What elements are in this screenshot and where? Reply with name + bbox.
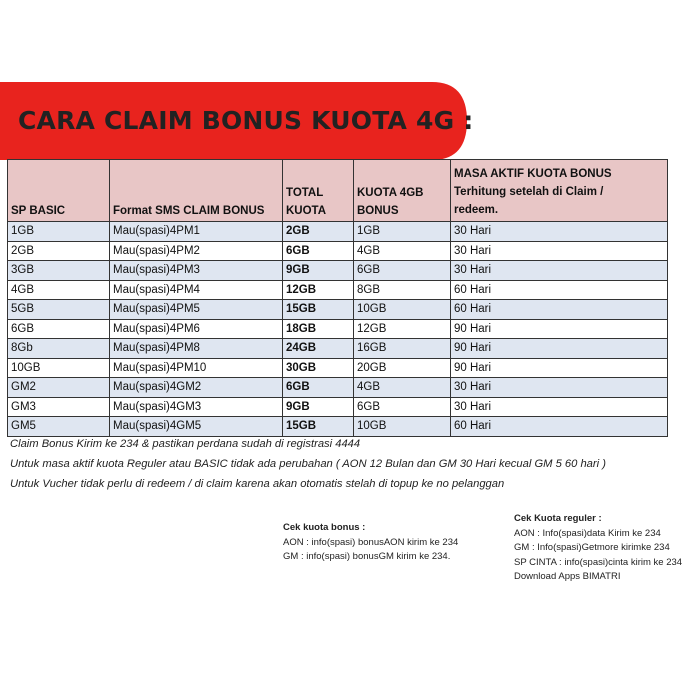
- cell-kuota-bonus: 4GB: [354, 378, 451, 398]
- table-row: [8, 319, 668, 339]
- cell-total-kuota: 15GB: [283, 417, 354, 437]
- cell-sp-basic: 2GB: [8, 241, 110, 261]
- header-sp-basic: SP BASIC: [8, 160, 110, 222]
- table-body: [8, 222, 668, 437]
- cell-format-sms: Mau(spasi)4GM3: [110, 397, 283, 417]
- header-total-kuota: TOTAL KUOTA: [283, 160, 354, 222]
- cell-format-sms: Mau(spasi)4PM6: [110, 319, 283, 339]
- cell-masa-aktif: 90 Hari: [451, 358, 668, 378]
- cell-total-kuota: 30GB: [283, 358, 354, 378]
- cell-total-kuota: 6GB: [283, 378, 354, 398]
- cek-kuota-bonus: [283, 521, 458, 565]
- notes: [10, 434, 606, 494]
- cell-format-sms: Mau(spasi)4PM8: [110, 339, 283, 359]
- cell-sp-basic: 6GB: [8, 319, 110, 339]
- cell-kuota-bonus: 6GB: [354, 261, 451, 281]
- cell-format-sms: Mau(spasi)4PM1: [110, 222, 283, 242]
- cek-reguler-line: SP CINTA : info(spasi)cinta kirim ke 234: [514, 556, 683, 568]
- cell-format-sms: Mau(spasi)4PM2: [110, 241, 283, 261]
- table-header-row: [8, 160, 668, 222]
- cek-kuota-reguler: [514, 512, 682, 585]
- cell-masa-aktif: 60 Hari: [451, 417, 668, 437]
- cell-masa-aktif: 30 Hari: [451, 397, 668, 417]
- cell-masa-aktif: 30 Hari: [451, 222, 668, 242]
- cell-kuota-bonus: 8GB: [354, 280, 451, 300]
- cell-format-sms: Mau(spasi)4PM5: [110, 300, 283, 320]
- cell-sp-basic: 4GB: [8, 280, 110, 300]
- claim-bonus-table: [7, 159, 668, 437]
- cek-reguler-line: Download Apps BIMATRI: [514, 571, 621, 582]
- header-format-sms: Format SMS CLAIM BONUS: [110, 160, 283, 222]
- cell-sp-basic: 10GB: [8, 358, 110, 378]
- cell-total-kuota: 18GB: [283, 319, 354, 339]
- cell-masa-aktif: 90 Hari: [451, 319, 668, 339]
- cell-format-sms: Mau(spasi)4GM2: [110, 378, 283, 398]
- cell-masa-aktif: 30 Hari: [451, 261, 668, 281]
- cell-sp-basic: GM3: [8, 397, 110, 417]
- cell-kuota-bonus: 1GB: [354, 222, 451, 242]
- cell-sp-basic: 8Gb: [8, 339, 110, 359]
- cell-kuota-bonus: 10GB: [354, 417, 451, 437]
- table-row: [8, 339, 668, 359]
- cell-kuota-bonus: 6GB: [354, 397, 451, 417]
- table-row: [8, 280, 668, 300]
- table-row: [8, 222, 668, 242]
- cell-sp-basic: 3GB: [8, 261, 110, 281]
- cell-kuota-bonus: 16GB: [354, 339, 451, 359]
- cell-format-sms: Mau(spasi)4PM10: [110, 358, 283, 378]
- note-line: Claim Bonus Kirim ke 234 & pastikan perdana sudah di registrasi 4444: [10, 438, 361, 450]
- table-row: [8, 358, 668, 378]
- cek-reguler-line: GM : Info(spasi)Getmore kirimke 234: [514, 542, 670, 553]
- cell-masa-aktif: 60 Hari: [451, 300, 668, 320]
- note-line: Untuk masa aktif kuota Reguler atau BASIC tidak ada perubahan ( AON 12 Bulan dan GM 30 Hari kecual GM 5 60 hari ): [10, 458, 606, 470]
- note-line: Untuk Vucher tidak perlu di redeem / di claim karena akan otomatis stelah di topup ke no pelanggan: [10, 478, 505, 490]
- cell-sp-basic: GM2: [8, 378, 110, 398]
- cell-sp-basic: 1GB: [8, 222, 110, 242]
- cell-kuota-bonus: 20GB: [354, 358, 451, 378]
- cell-total-kuota: 2GB: [283, 222, 354, 242]
- cell-kuota-bonus: 10GB: [354, 300, 451, 320]
- table-row: [8, 261, 668, 281]
- cek-reguler-heading: Cek Kuota reguler :: [514, 513, 602, 524]
- cell-total-kuota: 9GB: [283, 397, 354, 417]
- table-row: [8, 378, 668, 398]
- cell-total-kuota: 9GB: [283, 261, 354, 281]
- cell-masa-aktif: 30 Hari: [451, 378, 668, 398]
- cell-sp-basic: GM5: [8, 417, 110, 437]
- cell-format-sms: Mau(spasi)4PM3: [110, 261, 283, 281]
- table-row: [8, 300, 668, 320]
- cek-bonus-line: AON : info(spasi) bonusAON kirim ke 234: [283, 536, 459, 548]
- cek-bonus-heading: Cek kuota bonus :: [283, 522, 366, 533]
- cell-total-kuota: 24GB: [283, 339, 354, 359]
- cek-bonus-line: GM : info(spasi) bonusGM kirim ke 234.: [283, 551, 451, 562]
- table-row: [8, 397, 668, 417]
- cell-masa-aktif: 30 Hari: [451, 241, 668, 261]
- cell-kuota-bonus: 4GB: [354, 241, 451, 261]
- table-row: [8, 241, 668, 261]
- cell-sp-basic: 5GB: [8, 300, 110, 320]
- cell-masa-aktif: 90 Hari: [451, 339, 668, 359]
- header-masa-aktif: MASA AKTIF KUOTA BONUS Terhitung setelah di Claim / redeem.: [451, 160, 668, 222]
- cell-total-kuota: 12GB: [283, 280, 354, 300]
- cek-reguler-line: AON : Info(spasi)data Kirim ke 234: [514, 527, 661, 539]
- cell-masa-aktif: 60 Hari: [451, 280, 668, 300]
- cell-format-sms: Mau(spasi)4PM4: [110, 280, 283, 300]
- cell-kuota-bonus: 12GB: [354, 319, 451, 339]
- cell-total-kuota: 6GB: [283, 241, 354, 261]
- header-kuota-4gb-bonus: KUOTA 4GB BONUS: [354, 160, 451, 222]
- cell-total-kuota: 15GB: [283, 300, 354, 320]
- cell-format-sms: Mau(spasi)4GM5: [110, 417, 283, 437]
- page-title: CARA CLAIM BONUS KUOTA 4G :: [18, 106, 474, 135]
